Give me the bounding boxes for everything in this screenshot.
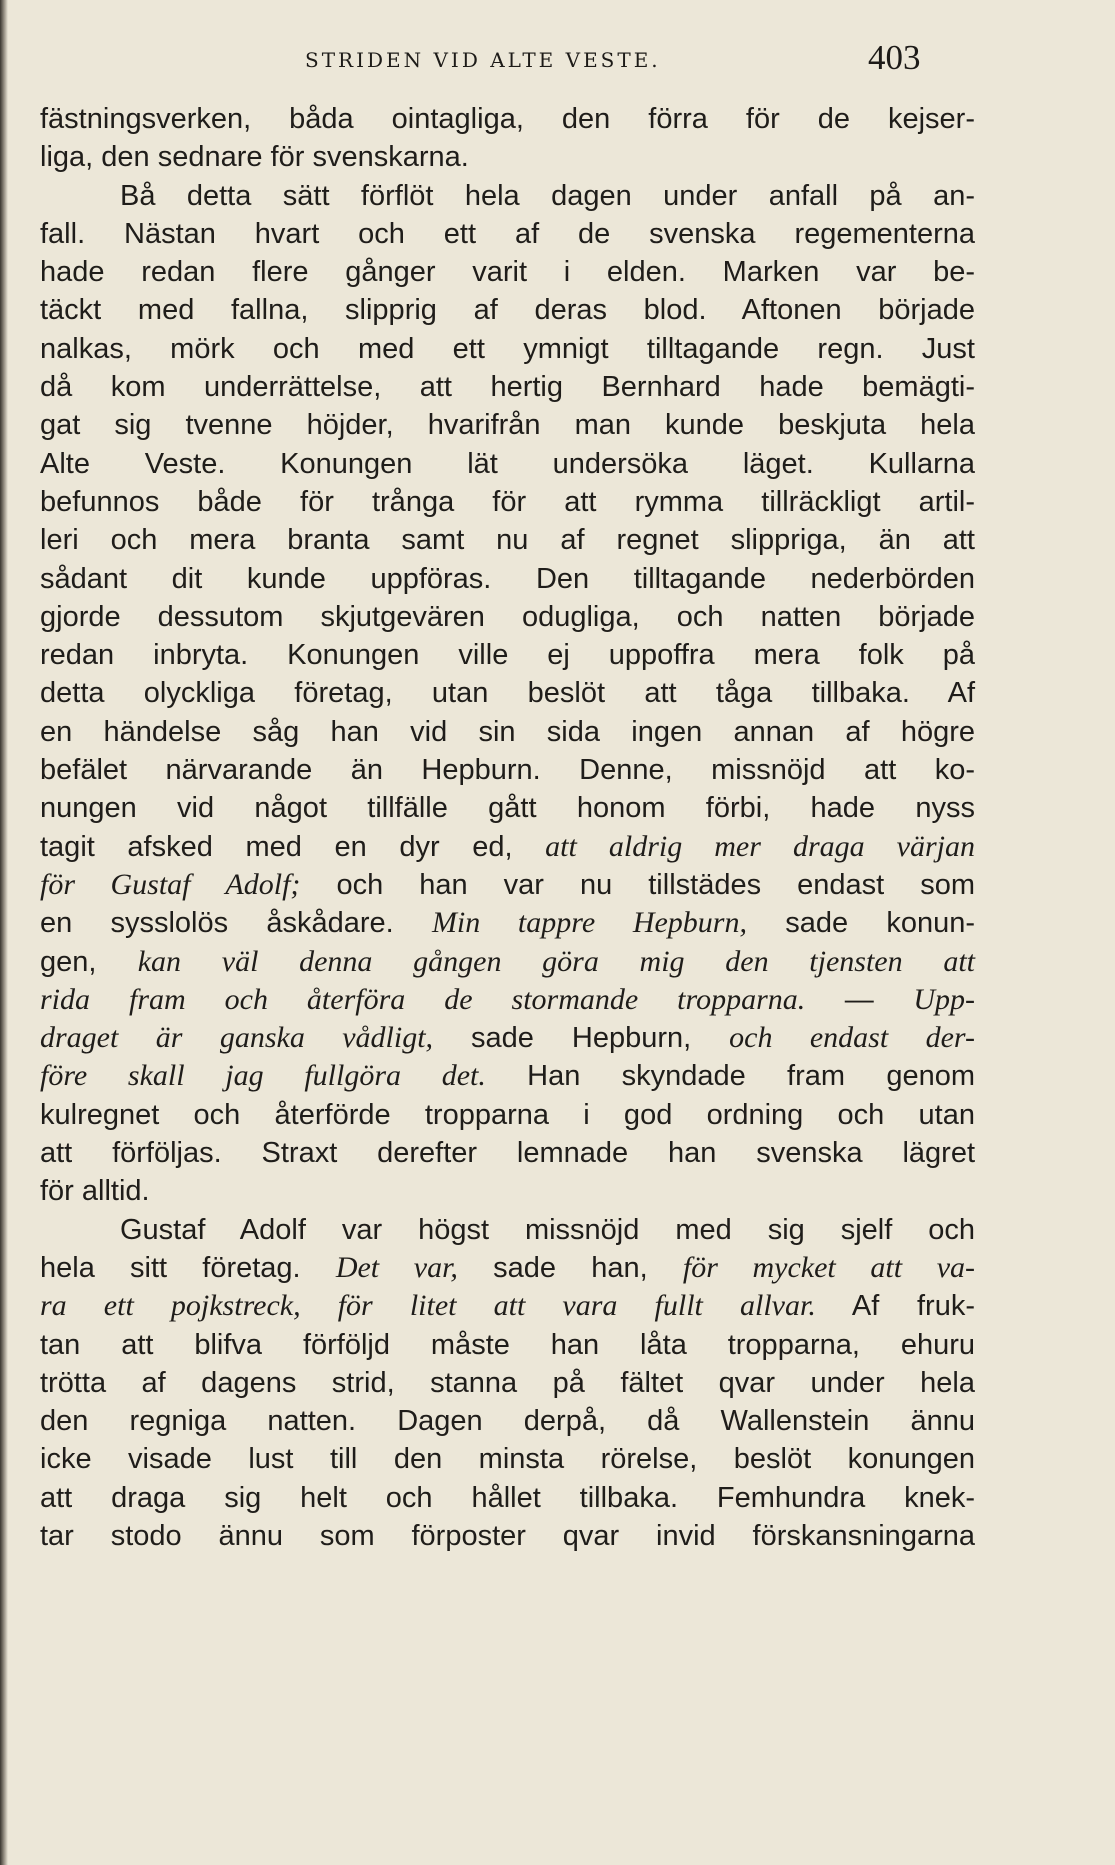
text-segment: tagit afsked med en dyr ed, — [40, 830, 546, 863]
text-line — [40, 100, 975, 138]
text-segment: detta olyckliga företag, utan beslöt att tåga tillbaka. Af — [40, 677, 975, 710]
italic-text-segment: att aldrig mer draga värjan — [545, 829, 976, 863]
text-line — [40, 1287, 975, 1325]
text-segment: och han var nu tillstädes endast som — [300, 868, 975, 901]
text-line — [40, 1479, 975, 1517]
text-line — [40, 521, 975, 559]
text-line — [40, 1019, 975, 1057]
italic-text-segment: och endast der- — [729, 1021, 975, 1055]
text-line — [40, 1057, 975, 1095]
text-segment: sade Hepburn, — [433, 1022, 730, 1055]
text-segment: att draga sig helt och hållet tillbaka. Femhundra knek- — [40, 1481, 975, 1514]
text-segment: trötta af dagens strid, stanna på fältet qvar under hela — [40, 1366, 975, 1399]
italic-text-segment: för mycket att va- — [682, 1250, 976, 1284]
text-segment: täckt med fallna, slipprig af deras blod. Aftonen började — [40, 294, 975, 327]
text-segment: icke visade lust till den minsta rörelse, beslöt konungen — [40, 1443, 975, 1476]
text-segment: Han skyndade fram genom — [485, 1060, 975, 1093]
text-line — [40, 483, 975, 521]
text-line — [40, 674, 975, 712]
text-segment: kulregnet och återförde tropparna i god ordning och utan — [40, 1098, 975, 1131]
text-line — [40, 1134, 975, 1172]
page-number: 403 — [868, 38, 921, 77]
text-segment: att förföljas. Straxt derefter lemnade han svenska lägret — [40, 1137, 975, 1170]
page-binding-edge — [0, 0, 8, 1865]
text-line — [40, 828, 975, 866]
text-line — [40, 713, 975, 751]
text-line — [40, 751, 975, 789]
text-segment: Bå detta sätt förflöt hela dagen under anfall på an- — [120, 179, 975, 212]
italic-text-segment: rida fram och återföra de stormande tropparna. — [40, 982, 806, 1016]
text-line — [40, 253, 975, 291]
text-segment: gen, — [40, 945, 138, 978]
text-line — [40, 1440, 975, 1478]
text-line — [40, 904, 975, 942]
text-line — [40, 598, 975, 636]
text-segment: hade redan flere gånger varit i elden. Marken var be- — [40, 256, 975, 289]
text-segment: Af fruk- — [815, 1290, 975, 1323]
text-line — [40, 1249, 975, 1287]
running-head — [0, 38, 1115, 86]
text-segment: fall. Nästan hvart och ett af de svenska regementerna — [40, 217, 975, 250]
text-line — [40, 177, 975, 215]
text-segment: Alte Veste. Konungen lät undersöka läget. Kullarna — [40, 447, 975, 480]
text-line — [40, 1172, 975, 1210]
text-line — [40, 1211, 975, 1249]
text-line — [40, 560, 975, 598]
text-line — [40, 445, 975, 483]
italic-text-segment: Det var, — [335, 1250, 458, 1284]
text-segment: gat sig tvenne höjder, hvarifrån man kunde beskjuta hela — [40, 409, 975, 442]
text-segment: den regniga natten. Dagen derpå, då Wallenstein ännu — [40, 1405, 975, 1438]
text-segment: nalkas, mörk och med ett ymnigt tilltagande regn. Just — [40, 332, 975, 365]
text-segment: befälet närvarande än Hepburn. Denne, missnöjd att ko- — [40, 754, 975, 787]
italic-text-segment: Upp- — [913, 982, 975, 1016]
text-line — [40, 215, 975, 253]
italic-text-segment: före skall jag fullgöra det. — [40, 1059, 486, 1093]
italic-text-segment: för Gustaf Adolf; — [40, 867, 301, 901]
text-line — [40, 866, 975, 904]
italic-text-segment: Min tappre Hepburn, — [431, 906, 747, 940]
text-segment: liga, den sednare för svenskarna. — [40, 141, 469, 174]
text-line — [40, 943, 975, 981]
text-line — [40, 981, 975, 1019]
text-segment: hela sitt företag. — [40, 1251, 336, 1284]
text-segment: en sysslolös åskådare. — [40, 907, 432, 940]
text-line — [40, 368, 975, 406]
text-segment: befunnos både för trånga för att rymma tillräckligt artil- — [40, 485, 975, 518]
text-segment: nungen vid något tillfälle gått honom förbi, hade nyss — [40, 792, 975, 825]
text-segment: redan inbryta. Konungen ville ej uppoffra mera folk på — [40, 639, 975, 672]
text-segment: Gustaf Adolf var högst missnöjd med sig sjelf och — [120, 1213, 975, 1246]
text-segment: gjorde dessutom skjutgevären odugliga, och natten började — [40, 600, 975, 633]
text-segment: sade konun- — [746, 907, 975, 940]
text-segment: sade han, — [457, 1251, 683, 1284]
text-segment: en händelse såg han vid sin sida ingen annan af högre — [40, 715, 975, 748]
text-segment: för alltid. — [40, 1175, 150, 1208]
italic-text-segment: kan väl denna gången göra mig den tjensten att — [137, 944, 975, 978]
running-title: STRIDEN VID ALTE VESTE. — [305, 48, 661, 72]
text-segment: leri och mera branta samt nu af regnet slippriga, än att — [40, 524, 975, 557]
text-line — [40, 330, 975, 368]
body-text — [40, 100, 975, 1555]
text-line — [40, 1096, 975, 1134]
text-line — [40, 406, 975, 444]
text-segment: — — [805, 983, 914, 1016]
text-line — [40, 1326, 975, 1364]
italic-text-segment: ra ett pojkstreck, för litet att vara fullt allvar. — [40, 1289, 816, 1323]
text-line — [40, 1402, 975, 1440]
text-line — [40, 1517, 975, 1555]
text-segment: tar stodo ännu som förposter qvar invid förskansningarna — [40, 1519, 975, 1552]
text-line — [40, 138, 975, 176]
text-line — [40, 636, 975, 674]
text-line — [40, 789, 975, 827]
text-line — [40, 1364, 975, 1402]
text-segment: sådant dit kunde uppföras. Den tilltagande nederbörden — [40, 562, 975, 595]
text-segment: då kom underrättelse, att hertig Bernhard hade bemägti- — [40, 371, 975, 404]
text-segment: fästningsverken, båda ointagliga, den förra för de kejser- — [40, 103, 975, 135]
text-segment: tan att blifva förföljd måste han låta tropparna, ehuru — [40, 1328, 975, 1361]
italic-text-segment: draget är ganska vådligt, — [40, 1021, 434, 1055]
text-line — [40, 291, 975, 329]
